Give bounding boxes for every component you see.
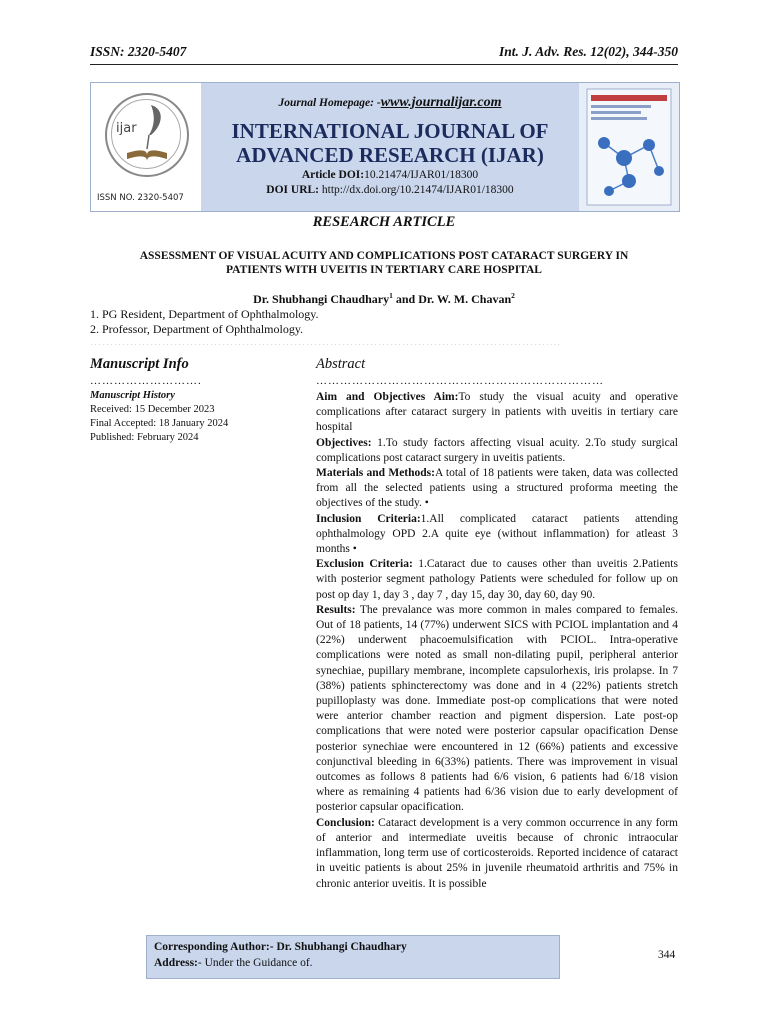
author-1: Dr. Shubhangi Chaudhary bbox=[253, 292, 390, 306]
citation-label: Int. J. Adv. Res. 12(02), 344-350 bbox=[499, 44, 678, 59]
article-title bbox=[100, 249, 668, 277]
methods-paragraph bbox=[316, 466, 678, 512]
exclusion-label: Exclusion Criteria: bbox=[316, 558, 413, 571]
abstract-heading: Abstract bbox=[316, 356, 366, 372]
author-conj: and bbox=[392, 292, 419, 306]
inclusion-paragraph bbox=[316, 512, 678, 558]
exclusion-text: 1.Cataract due to causes other than uveitis 2.Patients with posterior segment pathology Patients were scheduled for follow up on post op day 1, day 3 , day 7 , day 15, day 30, day 60, day 90. bbox=[316, 558, 678, 601]
author-2-sup: 2 bbox=[511, 291, 515, 300]
aim-paragraph bbox=[316, 390, 678, 436]
published-date: Published: February 2024 bbox=[90, 432, 199, 443]
accepted-date: Final Accepted: 18 January 2024 bbox=[90, 418, 229, 429]
homepage-link[interactable]: www.journalijar.com bbox=[380, 95, 502, 110]
running-header bbox=[90, 44, 678, 65]
address-label: Address: bbox=[154, 957, 198, 969]
abstract-dots: ……………………………………………………………… bbox=[316, 375, 604, 387]
corresponding-author: Corresponding Author:- Dr. Shubhangi Chaudhary bbox=[154, 941, 407, 953]
corresponding-address bbox=[154, 957, 313, 969]
results-label: Results: bbox=[316, 603, 356, 616]
journal-homepage bbox=[201, 95, 579, 111]
doi-value: 10.21474/IJAR01/18300 bbox=[364, 169, 479, 181]
aim-label: Aim and Objectives Aim: bbox=[316, 391, 459, 403]
article-doi bbox=[201, 169, 579, 181]
issn-label: ISSN: 2320-5407 bbox=[90, 44, 187, 59]
aim-text: To study the visual acuity and operative complications after cataract surgery in patients with uveitis in tertiary care hospital bbox=[316, 391, 678, 434]
doi-url-link[interactable]: http://dx.doi.org/10.21474/IJAR01/18300 bbox=[321, 184, 514, 196]
doi-url bbox=[201, 184, 579, 196]
author-1-sup: 1 bbox=[389, 291, 393, 300]
manuscript-history-label: Manuscript History bbox=[90, 390, 175, 401]
journal-logo bbox=[91, 83, 201, 211]
journal-title bbox=[201, 119, 579, 167]
exclusion-paragraph bbox=[316, 557, 678, 603]
results-paragraph bbox=[316, 603, 678, 816]
received-date: Received: 15 December 2023 bbox=[90, 404, 215, 415]
dotted-divider: …………………………………………………………………………………………………….... bbox=[90, 337, 561, 345]
doi-url-label: DOI URL: bbox=[266, 184, 320, 196]
corresponding-author-box bbox=[146, 935, 560, 979]
inclusion-label: Inclusion Criteria: bbox=[316, 512, 421, 525]
address-text: - Under the Guidance of. bbox=[197, 957, 313, 969]
inclusion-text: 1.All complicated cataract patients attending ophthalmology OPD 2.A quite eye (without inflammation) for atleast 3 months • bbox=[316, 512, 678, 556]
doi-label: Article DOI: bbox=[301, 169, 365, 181]
logo-issn: ISSN NO. 2320-5407 bbox=[97, 193, 184, 203]
banner-center bbox=[201, 83, 579, 211]
author-2: Dr. W. M. Chavan bbox=[418, 292, 512, 306]
author-line bbox=[0, 291, 768, 307]
manuscript-info-dots: ………………………. bbox=[90, 375, 202, 387]
article-type: RESEARCH ARTICLE bbox=[312, 214, 456, 230]
journal-cover-thumbnail bbox=[579, 83, 679, 211]
page-number: 344 bbox=[658, 949, 676, 961]
affiliation-2: 2. Professor, Department of Ophthalmology. bbox=[90, 322, 304, 336]
conclusion-paragraph bbox=[316, 816, 678, 892]
objectives-label: Objectives: bbox=[316, 436, 372, 449]
affiliation-1: 1. PG Resident, Department of Ophthalmology. bbox=[90, 307, 319, 321]
title-line1: ASSESSMENT OF VISUAL ACUITY AND COMPLICATIONS POST CATARACT SURGERY IN bbox=[139, 250, 629, 262]
logo-text: ijar bbox=[116, 121, 137, 136]
journal-title-line1: INTERNATIONAL JOURNAL OF bbox=[231, 119, 549, 143]
objectives-text: 1.To study factors affecting visual acuity. 2.To study surgical complications post cataract surgery in uveitis patients. bbox=[316, 436, 678, 464]
journal-title-line2: ADVANCED RESEARCH (IJAR) bbox=[236, 143, 544, 167]
abstract-body bbox=[316, 390, 678, 892]
conclusion-text: Cataract development is a very common occurrence in any form of anterior and intermediate uveitis because of chronic intraocular inflammation, long term use of corticosteroids. Reported incidence of cataract in uveitic patients is about 25% in juvenile rheumatoid arthritis and 75% in chronic anterior uveitis. It is possible bbox=[316, 816, 678, 890]
molecule-cover-icon bbox=[579, 83, 679, 211]
conclusion-label: Conclusion: bbox=[316, 816, 375, 829]
homepage-label: Journal Homepage: - bbox=[278, 97, 381, 109]
journal-banner bbox=[90, 82, 680, 212]
title-line2: PATIENTS WITH UVEITIS IN TERTIARY CARE HOSPITAL bbox=[226, 264, 542, 276]
objectives-paragraph bbox=[316, 436, 678, 466]
methods-text: A total of 18 patients were taken, data was collected from all the selected patients using a structured proforma meeting the objectives of the study. • bbox=[316, 467, 678, 510]
manuscript-info-heading: Manuscript Info bbox=[90, 356, 189, 372]
results-text: The prevalance was more common in males compared to females. Out of 18 patients, 14 (77%) underwent SICS with PCIOL implantation and 4 (22%) underwent phacoemulsification with PCIOL. Intra-operative complications were noted as small non-dilating pupil, peripheral anterior synechiae, pupillary membrane, incomplete capsulorhexis, iris prolapse. In 7 (38%) patients sphincterectomy was done and in 4 (22%) patients stretch pupilloplasty was done. Immediate post-op complications that were noted were anterior chamber reaction and pigment dispersion. Late post-op complications that were noted were posterior capsular opacification Dense posterior synechiae were encountered in 12 (66%) patients and excessive conjunctival bleeding in 6(33%) patients. There was improvement in visual outcomes as follows 8 patients had 6/6 vision, 6 patients had 6/18 vision where as remaining 4 patients had 6/36 vision due to early development of posterior capsular opacification. bbox=[316, 603, 678, 814]
methods-label: Materials and Methods: bbox=[316, 467, 435, 480]
